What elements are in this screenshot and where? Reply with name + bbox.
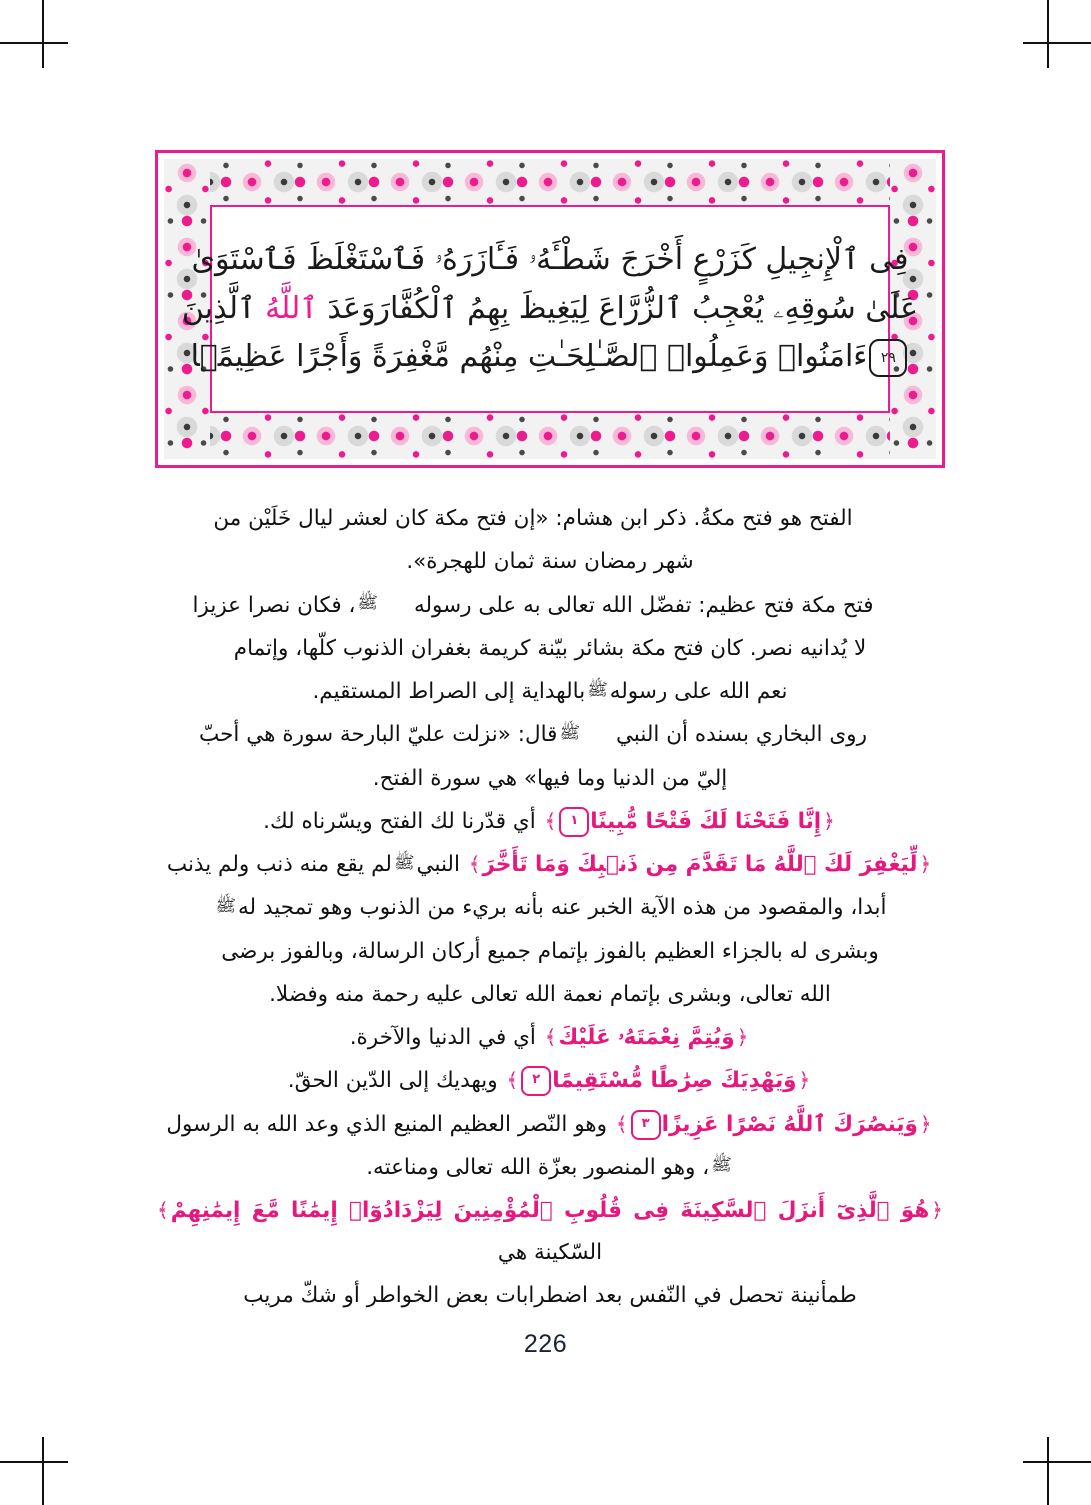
paragraph-great-conquest-line-1-b: ، فكان نصرا عزيزا bbox=[192, 592, 356, 618]
page-content bbox=[155, 150, 945, 1318]
verse-block-5-line-1 bbox=[155, 1104, 945, 1145]
crop-mark-bottom-left-horizontal bbox=[0, 1461, 68, 1463]
pbuh-icon: ﷺ bbox=[215, 895, 237, 916]
verse-5-commentary-a: وهو النّصر العظيم المنيع الذي وعد الله به الرسول bbox=[166, 1111, 608, 1137]
verse-block-6-line-1 bbox=[155, 1190, 945, 1273]
crop-mark-top-left-horizontal bbox=[0, 42, 68, 44]
verse-block-1 bbox=[155, 801, 945, 842]
quote-open-bracket-icon: ﴿ bbox=[931, 1198, 943, 1223]
quran-verse-line-2 bbox=[182, 285, 918, 334]
quran-quote-4: وَيَهْدِيَكَ صِرَٰطًا مُّسْتَقِيمًا bbox=[552, 1068, 797, 1094]
lafz-al-jalalah-allah: ٱللَّهُ bbox=[265, 290, 318, 326]
quote-close-bracket-icon: ﴾ bbox=[506, 1068, 519, 1093]
paragraph-great-conquest-line-1-a: فتح مكة فتح عظيم: تفضّل الله تعالى به على رسوله bbox=[413, 592, 874, 618]
verse-block-6-line-2: طمأنينة تحصل في النّفس بعد اضطرابات بعض الخواطر أو شكّ مريب bbox=[243, 1282, 857, 1308]
verse-block-2-line-4: الله تعالى، وبشرى بإتمام نعمة الله تعالى عليه رحمة منه وفضلا. bbox=[269, 981, 831, 1007]
quran-verse-text-area bbox=[181, 205, 919, 413]
quote-open-bracket-icon: ﴿ bbox=[736, 1025, 749, 1050]
verse-6-commentary-a: السّكينة هي bbox=[497, 1239, 603, 1265]
paragraph-great-conquest-line-3 bbox=[155, 671, 945, 712]
paragraph-great-conquest-line-3-b: بالهداية إلى الصراط المستقيم. bbox=[312, 679, 586, 705]
paragraph-bukhari-narration-line-1-b: قال: «نزلت عليّ البارحة سورة هي أحبّ bbox=[199, 722, 558, 748]
quran-quote-2: لِّيَغْفِرَ لَكَ ٱللَّهُ مَا تَقَدَّمَ مِن ذَنۢبِكَ وَمَا تَأَخَّرَ bbox=[482, 852, 918, 878]
verse-5-commentary-b: ، وهو المنصور بعزّة الله تعالى ومناعته. bbox=[366, 1154, 710, 1180]
quote-open-bracket-icon: ﴿ bbox=[919, 1111, 932, 1136]
verse-3-commentary: أي في الدنيا والآخرة. bbox=[349, 1025, 536, 1051]
verse-block-2-line-2 bbox=[155, 887, 945, 928]
quran-quote-1: إِنَّا فَتَحْنَا لَكَ فَتْحًا مُّبِينًا bbox=[590, 808, 822, 834]
quote-close-bracket-icon: ﴾ bbox=[157, 1198, 169, 1223]
verse-4-commentary: ويهديك إلى الدّين الحقّ. bbox=[287, 1068, 498, 1094]
paragraph-bukhari-narration-line-1-a: روى البخاري بسنده أن النبي bbox=[615, 722, 867, 748]
crop-mark-bottom-right-horizontal bbox=[1023, 1461, 1091, 1463]
tafsir-body-text bbox=[155, 498, 945, 1316]
quote-close-bracket-icon: ﴾ bbox=[544, 1025, 557, 1050]
quran-verse-line-2-part-b: وَعَدَ bbox=[317, 290, 376, 326]
crop-mark-top-right-vertical bbox=[1047, 0, 1049, 68]
quote-close-bracket-icon: ﴾ bbox=[615, 1111, 628, 1136]
crop-mark-top-right-horizontal bbox=[1023, 42, 1091, 44]
quran-quote-5: وَيَنصُرَكَ ٱللَّهُ نَصْرًا عَزِيزًا bbox=[661, 1111, 918, 1137]
verse-block-2-line-3: وبشرى له بالجزاء العظيم بالفوز بإتمام جميع أركان الرسالة، وبالفوز برضى bbox=[221, 938, 879, 964]
paragraph-fath-definition-line-1: الفتح هو فتح مكةُ. ذكر ابن هشام: «إن فتح مكة كان لعشر ليال خَلَيْن من bbox=[213, 506, 853, 531]
ayah-marker-3: ٣ bbox=[631, 1110, 661, 1140]
crop-mark-bottom-right-vertical bbox=[1047, 1437, 1049, 1505]
quote-open-bracket-icon: ﴿ bbox=[823, 808, 835, 833]
quran-verse-line-2-part-c: ٱلَّذِينَ bbox=[181, 290, 266, 326]
paragraph-great-conquest-line-1 bbox=[155, 585, 945, 626]
quran-verse-line-3 bbox=[191, 333, 910, 382]
verse-block-2-line-1 bbox=[155, 844, 945, 885]
page-number: 226 bbox=[523, 1330, 568, 1358]
quran-quote-6: هُوَ ٱلَّذِىٓ أَنزَلَ ٱلسَّكِينَةَ فِى قُلُوبِ ٱلْمُؤْمِنِينَ لِيَزْدَادُوٓا۟ إِيمَٰنًا مَّعَ إِيمَٰنِهِمْ bbox=[170, 1198, 930, 1224]
floral-ornament-band-top bbox=[164, 159, 936, 205]
paragraph-bukhari-narration-line-1 bbox=[155, 714, 945, 755]
quran-quote-3: وَيُتِمَّ نِعْمَتَهُۥ عَلَيْكَ bbox=[558, 1025, 735, 1051]
ayah-marker-2: ٢ bbox=[521, 1066, 551, 1096]
quran-verse-line-3-text: ءَامَنُوا۟ وَعَمِلُوا۟ ٱلصَّـٰلِحَـٰتِ مِنْهُم مَّغْفِرَةً وَأَجْرًا عَظِيمًۢا bbox=[190, 339, 868, 375]
pbuh-icon: ﷺ bbox=[357, 593, 378, 614]
pbuh-icon: ﷺ bbox=[559, 722, 580, 743]
paragraph-great-conquest-line-3-a: نعم الله على رسوله bbox=[609, 679, 788, 705]
quote-close-bracket-icon: ﴾ bbox=[544, 808, 557, 833]
paragraph-fath-definition-line-2: شهر رمضان سنة ثمان للهجرة». bbox=[406, 549, 694, 575]
quote-open-bracket-icon: ﴿ bbox=[919, 852, 932, 877]
pbuh-icon: ﷺ bbox=[711, 1155, 732, 1176]
quran-verse-line-1: فِى ٱلْإِنجِيلِ كَزَرْعٍ أَخْرَجَ شَطْـَٔهُۥ فَـَٔازَرَهُۥ فَٱسْتَغْلَظَ فَٱسْتَوَىٰ bbox=[191, 242, 909, 278]
pbuh-icon: ﷺ bbox=[393, 852, 415, 873]
verse-2-commentary-a: النبي bbox=[416, 852, 460, 878]
verse-block-4 bbox=[155, 1060, 945, 1101]
quote-close-bracket-icon: ﴾ bbox=[468, 852, 481, 877]
pbuh-icon: ﷺ bbox=[587, 679, 608, 700]
ayah-marker-1: ١ bbox=[559, 807, 589, 837]
floral-ornament-band-bottom bbox=[164, 413, 936, 459]
ayah-marker-29: ٢٩ bbox=[869, 339, 907, 377]
quran-verse-line-2-part-a: عَلَىٰ سُوقِهِۦ يُعْجِبُ ٱلزُّرَّاعَ لِيَغِيظَ بِهِمُ ٱلْكُفَّارَ bbox=[375, 290, 919, 326]
quote-open-bracket-icon: ﴿ bbox=[798, 1068, 811, 1093]
crop-mark-bottom-left-vertical bbox=[42, 1437, 44, 1505]
paragraph-bukhari-narration-line-2: إليّ من الدنيا وما فيها» هي سورة الفتح. bbox=[372, 765, 728, 791]
verse-block-5-line-2 bbox=[155, 1147, 945, 1188]
verse-2-commentary-b: لم يقع منه ذنب ولم يذنب bbox=[166, 852, 392, 878]
quran-verse-ornamental-frame bbox=[155, 150, 945, 468]
verse-1-commentary: أي قدّرنا لك الفتح ويسّرناه لك. bbox=[263, 808, 536, 834]
verse-2-commentary-line-2-a: أبدا، والمقصود من هذه الآية الخبر عنه بأنه بريء من الذنوب وهو تمجيد له bbox=[238, 895, 887, 921]
crop-mark-top-left-vertical bbox=[42, 0, 44, 68]
verse-block-3 bbox=[155, 1017, 945, 1058]
paragraph-great-conquest-line-2: لا يُدانيه نصر. كان فتح مكة بشائر بيّنة كريمة بغفران الذنوب كلّها، وإتمام bbox=[233, 635, 867, 661]
